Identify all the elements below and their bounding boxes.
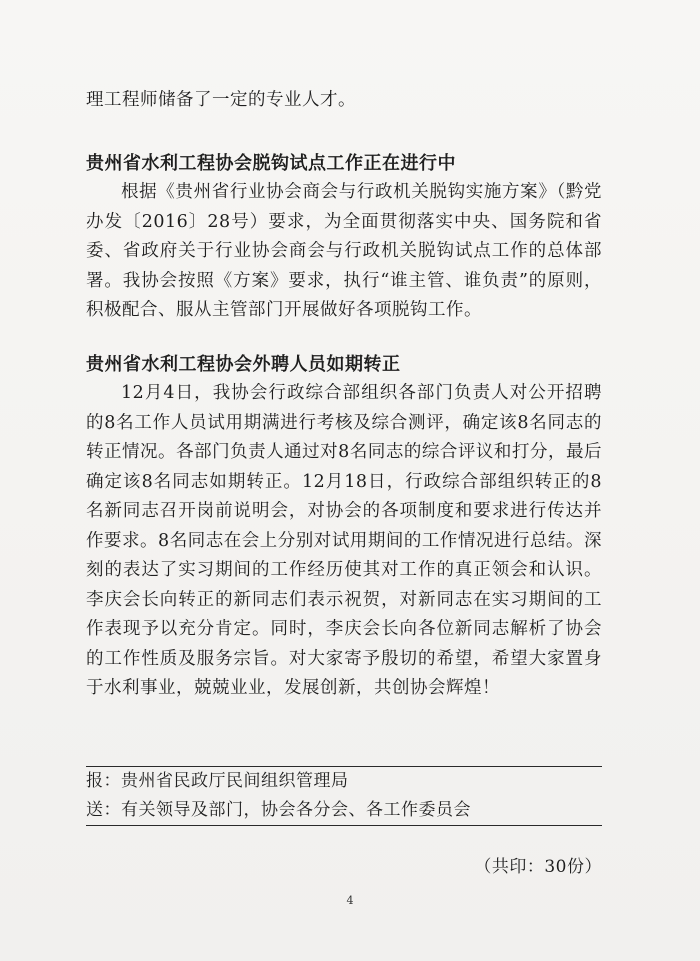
spacer — [86, 326, 602, 350]
section-paragraph-staff: 12月4日，我协会行政综合部组织各部门负责人对公开招聘的8名工作人员试用期满进行考核及综合测评，确定该8名同志的转正情况。各部门负责人通过对8名同志的综合评议和打分，最后确定该8名同志如期转正。12月18日，行政综合部组织转正的8名新同志召开岗前说明会，对协会的各项制度和要求进行传达并作要求。8名同志在会上分别对试用期间的工作情况进行总结。深刻的表达了实习期间的工作经历使其对工作的真正领会和认识。李庆会长向转正的新同志们表示祝贺，对新同志在实习期间的工作表现予以充分肯定。同时，李庆会长向各位新同志解析了协会的工作性质及服务宗旨。对大家寄予殷切的希望，希望大家置身于水利事业，兢兢业业，发展创新，共创协会辉煌！ — [86, 383, 602, 698]
page-number: 4 — [346, 894, 354, 907]
section-paragraph-decoupling: 根据《贵州省行业协会商会与行政机关脱钩实施方案》（黔党办发〔2016〕28号）要求，为全面贯彻落实中央、国务院和省委、省政府关于行业协会商会与行政机关脱钩试点工作的总体部署。我协会按照《方案》要求，执行“谁主管、谁负责”的原则，积极配合、服从主管部门开展做好各项脱钩工作。 — [86, 182, 602, 320]
continuation-text: 理工程师储备了一定的专业人才。 — [86, 90, 356, 110]
section-heading-staff: 贵州省水利工程协会外聘人员如期转正 — [86, 353, 401, 375]
bottom-rule — [86, 825, 602, 826]
section-heading-decoupling: 贵州省水利工程协会脱钩试点工作正在进行中 — [86, 152, 456, 174]
print-count: （共印：30份） — [474, 857, 602, 877]
spacer — [86, 116, 602, 149]
distribution-block — [86, 766, 602, 826]
body-content — [86, 86, 602, 704]
send-to-line: 送：有关领导及部门，协会各分会、各工作委员会 — [86, 800, 471, 820]
report-to-line: 报：贵州省民政厅民间组织管理局 — [86, 771, 349, 791]
